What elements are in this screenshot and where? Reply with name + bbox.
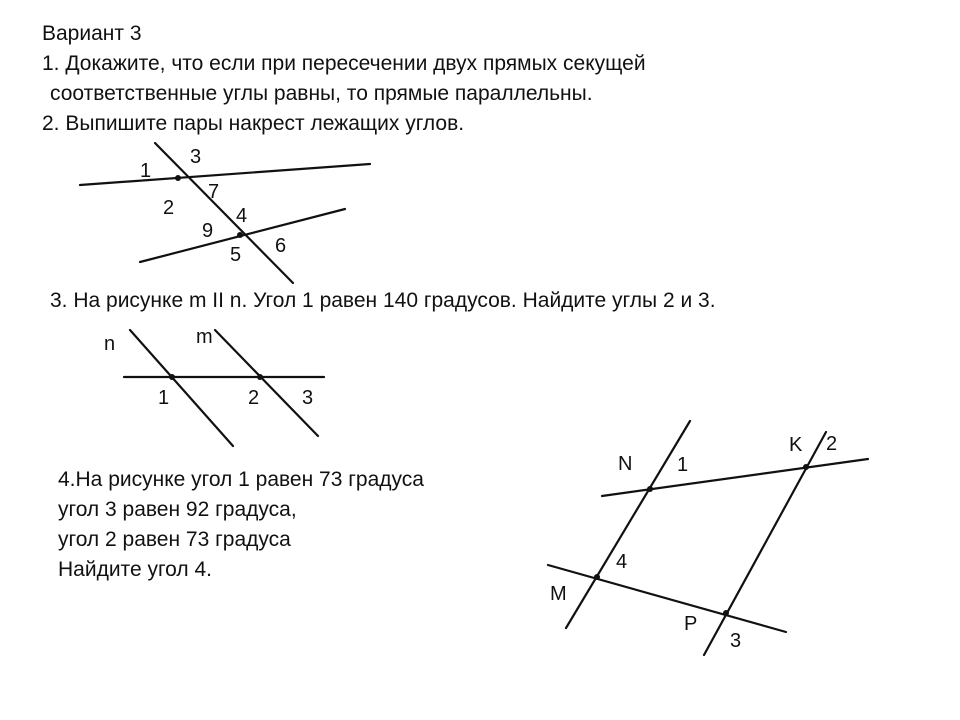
task4-line3: угол 2 равен 73 градуса bbox=[58, 528, 291, 551]
task4-point-K bbox=[803, 464, 809, 470]
task2-label-7: 7 bbox=[208, 181, 220, 203]
task3-label-n: n bbox=[104, 333, 116, 355]
task2-label-9: 9 bbox=[202, 220, 214, 242]
task4-label-1: 1 bbox=[677, 454, 689, 476]
task4-point-P bbox=[723, 610, 729, 616]
task4-label-4: 4 bbox=[616, 551, 628, 573]
task4-point-N bbox=[647, 486, 653, 492]
task2-text: 2. Выпишите пары накрест лежащих углов. bbox=[42, 112, 465, 135]
task1-line2: соответственные углы равны, то прямые параллельны. bbox=[50, 82, 593, 105]
task4-line4: Найдите угол 4. bbox=[58, 558, 212, 581]
task3-label-1: 1 bbox=[158, 387, 170, 409]
task4-label-P: P bbox=[684, 613, 698, 635]
task4-label-K: K bbox=[789, 434, 803, 456]
task3-label-2: 2 bbox=[248, 387, 260, 409]
task2-label-5: 5 bbox=[230, 244, 242, 266]
variant-title: Вариант 3 bbox=[42, 22, 142, 45]
task3-label-3: 3 bbox=[302, 387, 314, 409]
task4-point-M bbox=[594, 574, 600, 580]
task2-label-4: 4 bbox=[236, 205, 248, 227]
task2-label-3: 3 bbox=[190, 146, 202, 168]
task4-line-NK bbox=[602, 459, 868, 496]
task2-label-2: 2 bbox=[163, 197, 175, 219]
task4-label-3: 3 bbox=[730, 630, 742, 652]
task3-label-m: m bbox=[196, 326, 213, 348]
task2-label-6: 6 bbox=[275, 235, 287, 257]
task4-label-M: M bbox=[550, 583, 567, 605]
task3-text: 3. На рисунке m II n. Угол 1 равен 140 градусов. Найдите углы 2 и 3. bbox=[50, 289, 716, 312]
task1-line1: 1. Докажите, что если при пересечении двух прямых секущей bbox=[42, 52, 646, 75]
task4-label-N: N bbox=[618, 453, 633, 475]
task2-label-1: 1 bbox=[140, 160, 152, 182]
task4-line2: угол 3 равен 92 градуса, bbox=[58, 498, 297, 521]
task4-label-2: 2 bbox=[826, 433, 838, 455]
task4-line1: 4.На рисунке угол 1 равен 73 градуса bbox=[58, 468, 424, 491]
